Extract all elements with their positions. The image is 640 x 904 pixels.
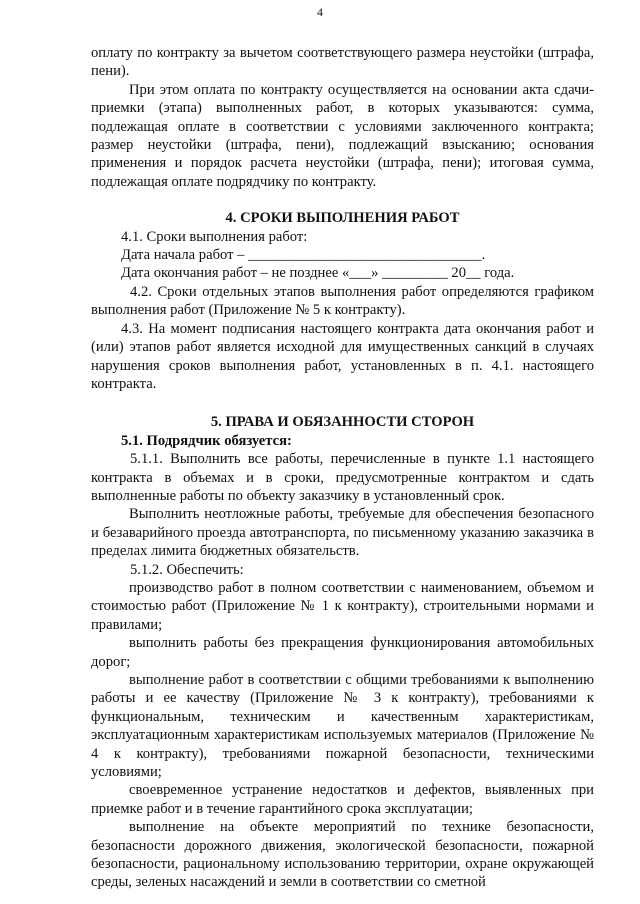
- list-item-no-interruption: выполнить работы без прекращения функционирования автомобильных дорог;: [91, 635, 594, 670]
- clause-4-2: 4.2. Сроки отдельных этапов выполнения работ определяются графиком выполнения работ (Приложение № 5 к контракту).: [91, 283, 594, 319]
- end-date-line: Дата окончания работ – не позднее «___» _________ 20__ года.: [121, 265, 515, 282]
- document-body: [91, 44, 594, 892]
- clause-5-1-2: 5.1.2. Обеспечить:: [130, 561, 244, 578]
- list-item-requirements: выполнение работ в соответствии с общими требованиями к выполнению работы и ее качеству (Приложение № 3 к контракту), требованиями к функциональным, техническим и качественным характеристикам, эксплуатационным характеристикам используемых материалов (Приложение № 4 к контракту), требованиями пожарной безопасности, техническими условиями;: [91, 672, 594, 781]
- list-item-production: производство работ в полном соответствии с наименованием, объемом и стоимостью работ (Приложение № 1 к контракту), строительными нормами и правилами;: [91, 579, 594, 633]
- start-date-line: Дата начала работ – ________________________________.: [121, 247, 486, 264]
- paragraph-payment-continued: оплату по контракту за вычетом соответствующего размера неустойки (штрафа, пени).: [91, 45, 594, 80]
- section-4-heading: 4. СРОКИ ВЫПОЛНЕНИЯ РАБОТ: [225, 210, 460, 227]
- clause-5-1-1: 5.1.1. Выполнить все работы, перечисленные в пункте 1.1 настоящего контракта в объемах и в сроки, предусмотренные контрактом и сдать выполненные работы по объекту заказчику в установленный срок.: [91, 451, 594, 504]
- clause-4-3: 4.3. На момент подписания настоящего контракта дата окончания работ и (или) этапов работ является исходной для имущественных санкций в случаях нарушения сроков выполнения работ, установленных в п. 4.1. настоящего контракта.: [91, 320, 594, 392]
- list-item-defects: своевременное устранение недостатков и дефектов, выявленных при приемке работ и в течение гарантийного срока эксплуатации;: [91, 782, 594, 817]
- paragraph-urgent-works: Выполнить неотложные работы, требуемые для обеспечения безопасного и безаварийного проезда автотранспорта, по письменному указанию заказчика в пределах лимита бюджетных обязательств.: [91, 506, 594, 560]
- section-5-heading: 5. ПРАВА И ОБЯЗАННОСТИ СТОРОН: [210, 414, 475, 431]
- paragraph-payment-basis: При этом оплата по контракту осуществляется на основании акта сдачи-приемки (этапа) выполненных работ, в которых указываются: сумма, подлежащая оплате в соответствии с условиями заключенного контракта; размер неустойки (штрафа, пени), подлежащий взысканию; основания применения и порядок расчета неустойки (штрафа, пени); итоговая сумма, подлежащая оплате подрядчику по контракту.: [91, 81, 594, 190]
- clause-4-1: 4.1. Сроки выполнения работ:: [121, 228, 308, 245]
- clause-5-1-heading: 5.1. Подрядчик обязуется:: [121, 432, 292, 449]
- page-number: 4: [317, 5, 323, 19]
- list-item-safety: выполнение на объекте мероприятий по технике безопасности, безопасности дорожного движения, экологической безопасности, пожарной безопасности, рациональному использованию территории, охране окружающей среды, зеленых насаждений и земли в соответствии со сметной: [91, 819, 594, 891]
